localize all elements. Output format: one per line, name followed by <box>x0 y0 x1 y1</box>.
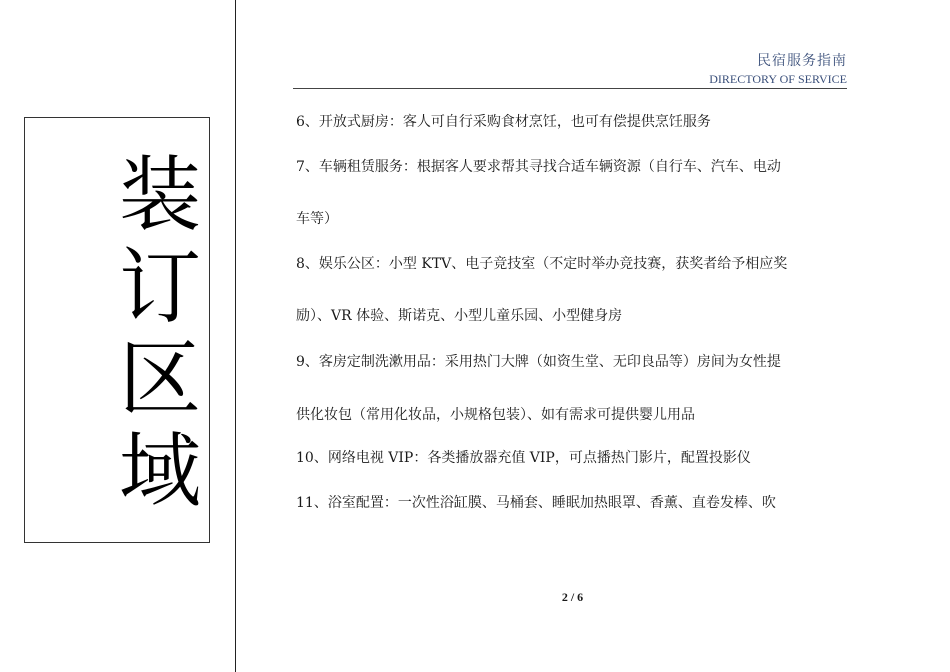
binding-char: 装 <box>118 148 201 243</box>
header-divider <box>293 88 847 89</box>
page-number: 2 / 6 <box>561 590 584 604</box>
content-line: 11、浴室配置：一次性浴缸膜、马桶套、睡眠加热眼罩、香薰、直卷发棒、吹 <box>296 495 776 511</box>
content-line: 7、车辆租赁服务：根据客人要求帮其寻找合适车辆资源（自行车、汽车、电动 <box>296 159 781 175</box>
content-line: 车等） <box>296 211 338 227</box>
binding-char: 域 <box>118 424 201 519</box>
content-line: 9、客房定制洗漱用品：采用热门大牌（如资生堂、无印良品等）房间为女性提 <box>296 354 781 370</box>
binding-char: 区 <box>118 332 201 427</box>
content-line: 6、开放式厨房：客人可自行采购食材烹饪，也可有偿提供烹饪服务 <box>296 114 711 130</box>
content-line: 8、娱乐公区：小型 KTV、电子竞技室（不定时举办竞技赛，获奖者给予相应奖 <box>296 256 788 272</box>
binding-margin-line <box>235 0 236 672</box>
header-subtitle: DIRECTORY OF SERVICE <box>709 72 847 86</box>
header-title: 民宿服务指南 <box>757 53 847 69</box>
content-line: 供化妆包（常用化妆品，小规格包装）、如有需求可提供婴儿用品 <box>296 407 695 423</box>
content-line: 10、网络电视 VIP：各类播放器充值 VIP，可点播热门影片，配置投影仪 <box>296 450 751 466</box>
binding-area-label <box>112 150 208 518</box>
binding-char: 订 <box>118 240 201 335</box>
content-line: 励）、VR 体验、斯诺克、小型儿童乐园、小型健身房 <box>296 308 623 324</box>
